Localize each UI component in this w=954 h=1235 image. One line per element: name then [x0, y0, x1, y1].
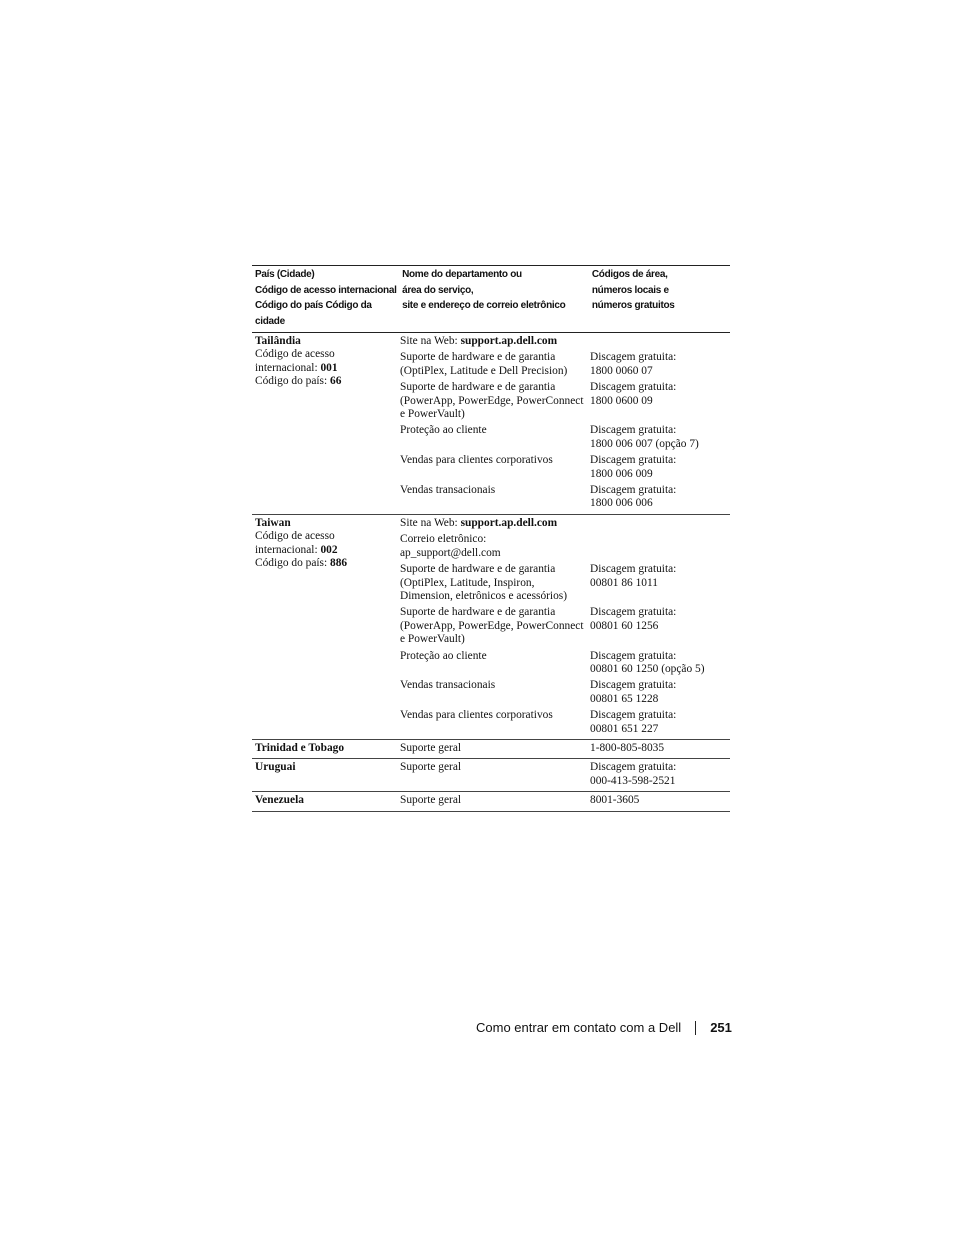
- header-col-country: [252, 267, 402, 329]
- country-info: [252, 335, 400, 514]
- header-text: Código do país Código da cidade: [255, 300, 372, 327]
- footer-section-title: Como entrar em contato com a Dell: [476, 1020, 682, 1035]
- country-block: [252, 759, 730, 792]
- country-info: [252, 761, 400, 791]
- service-line: [400, 484, 590, 497]
- access-code-label: internacional:: [255, 361, 318, 374]
- header-text: País (Cidade): [255, 269, 315, 280]
- phone-line: 1800 006 007 (opção 7): [590, 437, 699, 450]
- service-text: Proteção ao cliente: [400, 424, 487, 437]
- service-text: (OptiPlex, Latitude, Inspiron,: [400, 576, 535, 589]
- phone-numbers: [590, 709, 730, 736]
- table-row: [400, 381, 730, 421]
- service-text: Suporte de hardware e de garantia: [400, 351, 556, 364]
- phone-numbers: [590, 335, 730, 348]
- service-name: [400, 484, 590, 511]
- page-number: 251: [710, 1020, 732, 1035]
- phone-line: Discagem gratuita:: [590, 563, 677, 576]
- service-line: [400, 381, 590, 394]
- service-text: (OptiPlex, Latitude e Dell Precision): [400, 364, 568, 377]
- header-col-numbers: [589, 267, 730, 329]
- service-name: [400, 606, 590, 646]
- service-list: [400, 794, 730, 810]
- country-name: Uruguai: [255, 761, 296, 774]
- service-line: [400, 650, 590, 663]
- service-line: [400, 517, 590, 530]
- service-text: ap_support@dell.com: [400, 546, 501, 559]
- phone-line: 1800 006 009: [590, 467, 653, 480]
- phone-line: Discagem gratuita:: [590, 454, 677, 467]
- phone-line: Discagem gratuita:: [590, 679, 677, 692]
- phone-line: 1800 0060 07: [590, 364, 653, 377]
- service-text: e PowerVault): [400, 408, 465, 421]
- phone-numbers: [590, 606, 730, 646]
- phone-line: Discagem gratuita:: [590, 381, 677, 394]
- header-col-department: [402, 267, 589, 329]
- service-name: [400, 742, 590, 755]
- country-info: [252, 742, 400, 758]
- table-row: [400, 794, 730, 807]
- service-name: [400, 381, 590, 421]
- service-line: [400, 633, 590, 646]
- service-line: [400, 794, 590, 807]
- phone-numbers: [590, 761, 730, 788]
- access-code-line: [255, 362, 400, 375]
- header-text: Nome do departamento ou: [402, 269, 522, 280]
- phone-numbers: [590, 351, 730, 378]
- header-text: números locais e: [591, 284, 669, 296]
- footer-separator: [695, 1021, 696, 1035]
- service-text: Vendas para clientes corporativos: [400, 709, 553, 722]
- service-line: [400, 424, 590, 437]
- service-line: [400, 709, 590, 722]
- service-line: [400, 335, 590, 348]
- phone-line: Discagem gratuita:: [590, 709, 677, 722]
- table-row: [400, 335, 730, 348]
- service-text: Vendas transacionais: [400, 679, 496, 692]
- phone-numbers: [590, 794, 730, 807]
- country-block: [252, 515, 730, 740]
- website-link[interactable]: support.ap.dell.com: [460, 516, 558, 529]
- access-code-label: Código de acesso: [255, 530, 335, 543]
- phone-line: 00801 65 1228: [590, 692, 659, 705]
- phone-line: Discagem gratuita:: [590, 761, 677, 774]
- table-row: [400, 606, 730, 646]
- phone-line: 00801 60 1256: [590, 619, 659, 632]
- service-list: [400, 742, 730, 758]
- country-info: [252, 517, 400, 739]
- phone-line: Discagem gratuita:: [590, 484, 677, 497]
- header-text: Códigos de área,: [591, 269, 668, 280]
- table-row: [400, 709, 730, 736]
- phone-numbers: [590, 533, 730, 560]
- service-text: Site na Web:: [400, 516, 461, 529]
- country-name: Trinidad e Tobago: [255, 741, 345, 754]
- service-line: [400, 454, 590, 467]
- service-text: Vendas transacionais: [400, 484, 496, 497]
- service-name: [400, 517, 590, 530]
- service-text: Suporte de hardware e de garantia: [400, 563, 556, 576]
- phone-numbers: [590, 742, 730, 755]
- phone-numbers: [590, 381, 730, 421]
- access-code-label: internacional:: [255, 543, 318, 556]
- phone-numbers: [590, 650, 730, 677]
- phone-numbers: [590, 484, 730, 511]
- service-line: [400, 563, 590, 576]
- service-line: [400, 606, 590, 619]
- table-row: [400, 484, 730, 511]
- service-list: [400, 517, 730, 739]
- phone-line: 1-800-805-8035: [590, 741, 665, 754]
- phone-line: 8001-3605: [590, 794, 640, 807]
- service-line: [400, 590, 590, 603]
- country-code-value: 66: [330, 375, 342, 388]
- access-code-label: Código de acesso: [255, 348, 335, 361]
- service-text: Suporte geral: [400, 794, 462, 807]
- header-text: site e endereço de correio eletrônico: [402, 300, 566, 311]
- header-text: área do serviço,: [402, 284, 474, 296]
- phone-numbers: [590, 679, 730, 706]
- page-footer: [476, 1020, 732, 1035]
- service-text: (PowerApp, PowerEdge, PowerConnect: [400, 619, 584, 632]
- service-name: [400, 794, 590, 807]
- table-row: [400, 517, 730, 530]
- service-line: [400, 761, 590, 774]
- phone-line: Discagem gratuita:: [590, 351, 677, 364]
- table-row: [400, 761, 730, 788]
- phone-line: Discagem gratuita:: [590, 424, 677, 437]
- phone-numbers: [590, 517, 730, 530]
- table-row: [400, 650, 730, 677]
- service-name: [400, 650, 590, 677]
- country-code-value: 886: [330, 557, 348, 570]
- service-line: [400, 365, 590, 378]
- phone-line: 000-413-598-2521: [590, 774, 676, 787]
- service-name: [400, 533, 590, 560]
- website-link[interactable]: support.ap.dell.com: [460, 335, 558, 347]
- service-line: [400, 577, 590, 590]
- phone-line: 00801 60 1250 (opção 5): [590, 662, 705, 675]
- phone-line: 00801 86 1011: [590, 576, 658, 589]
- service-line: [400, 533, 590, 546]
- table-row: [400, 742, 730, 755]
- service-name: [400, 335, 590, 348]
- service-text: Suporte geral: [400, 741, 462, 754]
- table-row: [400, 424, 730, 451]
- service-line: [400, 395, 590, 408]
- service-line: [400, 679, 590, 692]
- country-code-line: [255, 557, 400, 570]
- table-body: [252, 333, 730, 812]
- country-block: [252, 792, 730, 811]
- service-line: [400, 351, 590, 364]
- service-line: [400, 742, 590, 755]
- country-name: Tailândia: [255, 335, 301, 347]
- phone-numbers: [590, 424, 730, 451]
- header-text: Código de acesso internacional: [255, 284, 397, 296]
- table-row: [400, 454, 730, 481]
- table-row: [400, 533, 730, 560]
- service-text: e PowerVault): [400, 633, 465, 646]
- service-text: Correio eletrônico:: [400, 533, 487, 546]
- service-list: [400, 335, 730, 514]
- phone-line: Discagem gratuita:: [590, 606, 677, 619]
- service-name: [400, 563, 590, 603]
- table-row: [400, 351, 730, 378]
- service-name: [400, 679, 590, 706]
- country-name: Taiwan: [255, 516, 291, 529]
- table-row: [400, 679, 730, 706]
- header-text: números gratuitos: [591, 300, 675, 311]
- service-line: [400, 408, 590, 421]
- service-text: Suporte de hardware e de garantia: [400, 606, 556, 619]
- service-line: [400, 547, 590, 560]
- service-text: Dimension, eletrônicos e acessórios): [400, 589, 568, 602]
- phone-numbers: [590, 454, 730, 481]
- table-row: [400, 563, 730, 603]
- service-name: [400, 761, 590, 788]
- service-list: [400, 761, 730, 791]
- service-name: [400, 709, 590, 736]
- country-name: Venezuela: [255, 794, 304, 807]
- country-block: [252, 740, 730, 759]
- phone-line: Discagem gratuita:: [590, 649, 677, 662]
- phone-numbers: [590, 563, 730, 603]
- country-code-line: [255, 375, 400, 388]
- country-info: [252, 794, 400, 810]
- service-text: Suporte geral: [400, 761, 462, 774]
- service-name: [400, 424, 590, 451]
- service-text: Suporte de hardware e de garantia: [400, 381, 556, 394]
- country-block: [252, 333, 730, 515]
- service-text: (PowerApp, PowerEdge, PowerConnect: [400, 394, 584, 407]
- country-code-label: Código do país:: [255, 557, 328, 570]
- access-code-line: [255, 544, 400, 557]
- country-code-label: Código do país:: [255, 375, 328, 388]
- access-code-value: 002: [320, 543, 338, 556]
- service-text: Site na Web:: [400, 335, 461, 347]
- service-text: Vendas para clientes corporativos: [400, 454, 553, 467]
- phone-line: 1800 0600 09: [590, 394, 653, 407]
- service-line: [400, 620, 590, 633]
- service-name: [400, 351, 590, 378]
- service-text: Proteção ao cliente: [400, 649, 487, 662]
- access-code-value: 001: [320, 361, 338, 374]
- table-header: [252, 265, 730, 333]
- contact-table: [252, 265, 730, 812]
- phone-line: 00801 651 227: [590, 722, 659, 735]
- service-name: [400, 454, 590, 481]
- phone-line: 1800 006 006: [590, 497, 653, 510]
